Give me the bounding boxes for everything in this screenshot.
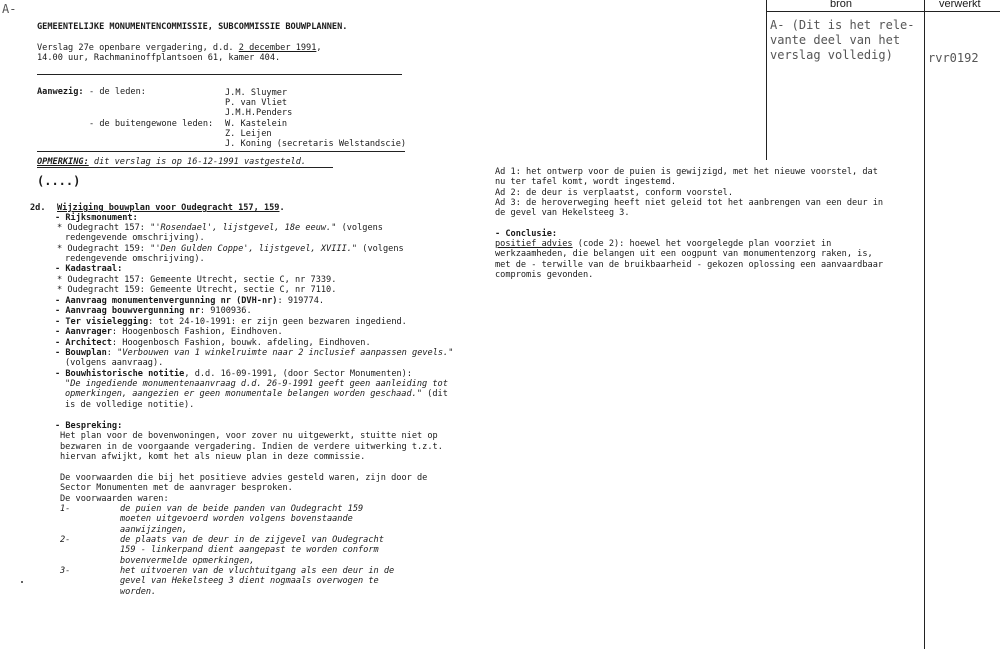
remark-underline: [37, 167, 333, 168]
left-column-line: [65, 389, 448, 399]
left-column-text: " (volgens: [351, 244, 404, 254]
condition-text: 159 - linkerpand dient aangepast te worden conform: [120, 545, 379, 556]
left-column-text: 'Den Gulden Coppe', lijstgevel, XVIII.: [155, 244, 352, 254]
left-column-text: , d.d. 16-09-1991, (door Sector Monumenten):: [184, 369, 413, 379]
condition-text: moeten uitgevoerd worden volgens bovenstaande: [120, 514, 353, 525]
left-column-text: - Architect: [55, 338, 112, 348]
left-column-text: : 919774.: [277, 296, 325, 306]
left-column-line: [60, 494, 169, 504]
left-column-line: [65, 358, 163, 368]
left-column-line: [65, 400, 194, 410]
left-column-line: [57, 275, 336, 285]
condition-text: worden.: [120, 586, 157, 597]
condition-number: 1-: [60, 504, 71, 514]
condition-text: aanwijzingen,: [120, 524, 188, 535]
member-1: J.M. Sluymer: [225, 88, 288, 98]
left-column-line: [57, 244, 404, 254]
right-column-text: positief advies: [495, 239, 573, 249]
left-column-line: [55, 213, 138, 223]
left-column-line: [55, 348, 453, 358]
left-column-line: [60, 483, 293, 493]
left-column-line: [55, 317, 407, 327]
right-column-line: [495, 229, 557, 239]
extra-member-3: J. Koning (secretaris Welstandscie): [225, 139, 407, 149]
remark-line: [37, 157, 306, 167]
left-column-text: - Rijksmonument:: [55, 213, 138, 223]
remark-label: OPMERKING:: [37, 157, 89, 167]
left-column-text: " (volgens: [331, 223, 383, 233]
left-column-text: De voorwaarden waren:: [60, 494, 169, 504]
right-column-text: Ad 2: de deur is verplaatst, conform voorstel.: [495, 188, 733, 198]
stray-dot: [21, 581, 23, 583]
left-column-text: 'Rosendael', lijstgevel, 18e eeuw.: [155, 223, 332, 233]
item-title-text: Wijziging bouwplan voor Oudegracht 157, 159: [57, 203, 280, 213]
bron-note-line-1: A- (Dit is het rele-: [770, 18, 915, 32]
right-column-line: [495, 260, 883, 270]
bron-note-line-2: vante deel van het: [770, 33, 901, 47]
right-column-line: [495, 208, 630, 218]
corner-mark: A-: [2, 2, 17, 16]
left-column-line: [65, 233, 205, 243]
left-column-text: ": [65, 379, 71, 389]
right-column-text: (code 2): hoewel het voorgelegde plan voorziet in: [572, 239, 832, 249]
attendance-divider: [37, 151, 405, 152]
condition-text: de plaats van de deur in de zijgevel van Oudegracht: [120, 535, 384, 545]
left-column-text: - Aanvraag bouwvergunning nr: [55, 306, 200, 316]
left-column-text: De voorwaarden die bij het positieve advies gesteld waren, zijn door de: [60, 473, 428, 483]
sidebar-column-divider: [924, 0, 925, 649]
left-column-text: : Hoogenbosch Fashion, Eindhoven.: [111, 327, 283, 337]
bron-header: bron: [830, 0, 853, 10]
left-column-text: - Aanvrager: [55, 327, 112, 337]
sidebar-header-rule: [766, 11, 1000, 12]
left-column-text: : ": [106, 348, 123, 358]
item-title: [57, 203, 285, 213]
left-column-text: " (dit: [416, 389, 448, 399]
verwerkt-code: rvr0192: [928, 51, 979, 65]
left-column-text: * Oudegracht 157: Gemeente Utrecht, sectie C, nr 7339.: [57, 275, 337, 285]
meeting-prefix: Verslag 27e openbare vergadering, d.d.: [37, 43, 239, 53]
left-column-line: [60, 431, 438, 441]
meeting-location: 14.00 uur, Rachmaninoffplantsoen 61, kamer 404.: [37, 53, 281, 63]
right-column-text: Ad 3: de heroverweging heeft niet geleid tot het aanbrengen van een deur in: [495, 198, 884, 208]
left-column-text: * Oudegracht 159: Gemeente Utrecht, sectie C, nr 7110.: [57, 285, 337, 295]
member-3: J.M.H.Penders: [225, 108, 293, 118]
left-column-text: * Oudegracht 159: ": [57, 244, 156, 254]
condition-number: 3-: [60, 566, 71, 576]
right-column-text: met de - terwille van de bruikbaarheid - gekozen oplossing een aanvaardbaar: [495, 260, 884, 270]
left-column-text: De ingediende monumentenaanvraag d.d. 26-9-1991 geeft geen aanleiding tot: [70, 379, 448, 389]
condition-text: de puien van de beide panden van Oudegracht 159: [120, 504, 364, 514]
meeting-suffix: ,: [316, 43, 322, 53]
left-column-text: opmerkingen, aangezien er geen monumentale belangen worden geschaad.: [65, 389, 417, 399]
attendance-label: Aanwezig:: [37, 87, 84, 97]
left-column-text: - Ter visielegging: [55, 317, 149, 327]
extra-member-1: W. Kastelein: [225, 119, 288, 129]
left-column-line: [55, 296, 324, 306]
right-column-text: compromis gevonden.: [495, 270, 594, 280]
right-column-line: [495, 167, 878, 177]
left-column-text: Verbouwen van 1 winkelruimte naar 2 inclusief aanpassen gevels.: [122, 348, 449, 358]
left-column-line: [60, 473, 427, 483]
left-column-line: [55, 338, 371, 348]
member-2: P. van Vliet: [225, 98, 288, 108]
left-column-text: redengevende omschrijving).: [65, 233, 205, 243]
left-column-line: [55, 264, 122, 274]
right-column-line: [495, 249, 873, 259]
remark-text: dit verslag is op 16-12-1991 vastgesteld.: [88, 157, 307, 167]
left-column-line: [55, 421, 122, 431]
left-column-text: - Bespreking:: [55, 421, 123, 431]
condition-number: 2-: [60, 535, 71, 545]
right-column-line: [495, 188, 733, 198]
document-title: GEMEENTELIJKE MONUMENTENCOMMISSIE, SUBCOMMISSIE BOUWPLANNEN.: [37, 22, 348, 32]
left-column-line: [60, 442, 443, 452]
item-number: 2d.: [30, 203, 46, 213]
meeting-line: [37, 43, 322, 53]
left-column-text: - Kadastraal:: [55, 264, 123, 274]
left-column-text: - Aanvraag monumentenvergunning nr (DVH-nr): [55, 296, 278, 306]
left-column-line: [65, 379, 448, 389]
right-column-line: [495, 198, 883, 208]
left-column-text: is de volledige notitie).: [65, 400, 195, 410]
meeting-date: 2 december 1991: [238, 43, 317, 53]
extra-member-2: Z. Leijen: [225, 129, 272, 139]
right-column-line: [495, 270, 593, 280]
left-column-line: [55, 306, 252, 316]
right-column-text: de gevel van Hekelsteeg 3.: [495, 208, 630, 218]
ellipsis: (....): [37, 174, 81, 188]
left-column-text: : tot 24-10-1991: er zijn geen bezwaren ingediend.: [148, 317, 407, 327]
left-column-text: bezwaren in de voorgaande vergadering. Indien de verdere uitwerking t.z.t.: [60, 442, 443, 452]
left-column-line: [55, 369, 412, 379]
left-column-line: [57, 223, 383, 233]
left-column-text: : 9100936.: [199, 306, 252, 316]
sidebar-left-border: [766, 0, 767, 160]
header-divider: [37, 74, 402, 75]
right-column-text: Ad 1: het ontwerp voor de puien is gewijzigd, met het nieuwe voorstel, dat: [495, 167, 878, 177]
left-column-text: (volgens aanvraag).: [65, 358, 164, 368]
left-column-line: [57, 285, 336, 295]
left-column-text: * Oudegracht 157: ": [57, 223, 156, 233]
condition-text: bovenvermelde opmerkingen,: [120, 555, 255, 566]
left-column-line: [60, 452, 365, 462]
left-column-text: - Bouwplan: [55, 348, 107, 358]
left-column-line: [55, 327, 283, 337]
right-column-text: nu ter tafel komt, wordt ingestemd.: [495, 177, 677, 187]
extra-members-label: - de buitengewone leden:: [89, 119, 214, 129]
left-column-text: Sector Monumenten met de aanvrager besproken.: [60, 483, 293, 493]
left-column-text: redengevende omschrijving).: [65, 254, 205, 264]
left-column-line: [65, 254, 205, 264]
verwerkt-header: verwerkt: [939, 0, 981, 10]
left-column-text: Het plan voor de bovenwoningen, voor zover nu uitgewerkt, stuitte niet op: [60, 431, 438, 441]
item-title-end: .: [279, 203, 285, 213]
left-column-text: - Bouwhistorische notitie: [55, 369, 185, 379]
condition-text: het uitvoeren van de vluchtuitgang als een deur in de: [120, 566, 395, 576]
bron-note-line-3: verslag volledig): [770, 48, 893, 62]
right-column-line: [495, 239, 831, 249]
right-column-text: werkzaamheden, die belangen uit een oogpunt van monumentenzorg raken, is,: [495, 249, 873, 259]
left-column-text: ": [448, 348, 454, 358]
left-column-text: hiervan afwijkt, komt het als nieuw plan in deze commissie.: [60, 452, 366, 462]
right-column-text: - Conclusie:: [495, 229, 558, 239]
right-column-line: [495, 177, 676, 187]
members-label: - de leden:: [89, 87, 146, 97]
left-column-text: : Hoogenbosch Fashion, bouwk. afdeling, Eindhoven.: [111, 338, 371, 348]
condition-text: gevel van Hekelsteeg 3 dient nogmaals overwogen te: [120, 576, 379, 587]
